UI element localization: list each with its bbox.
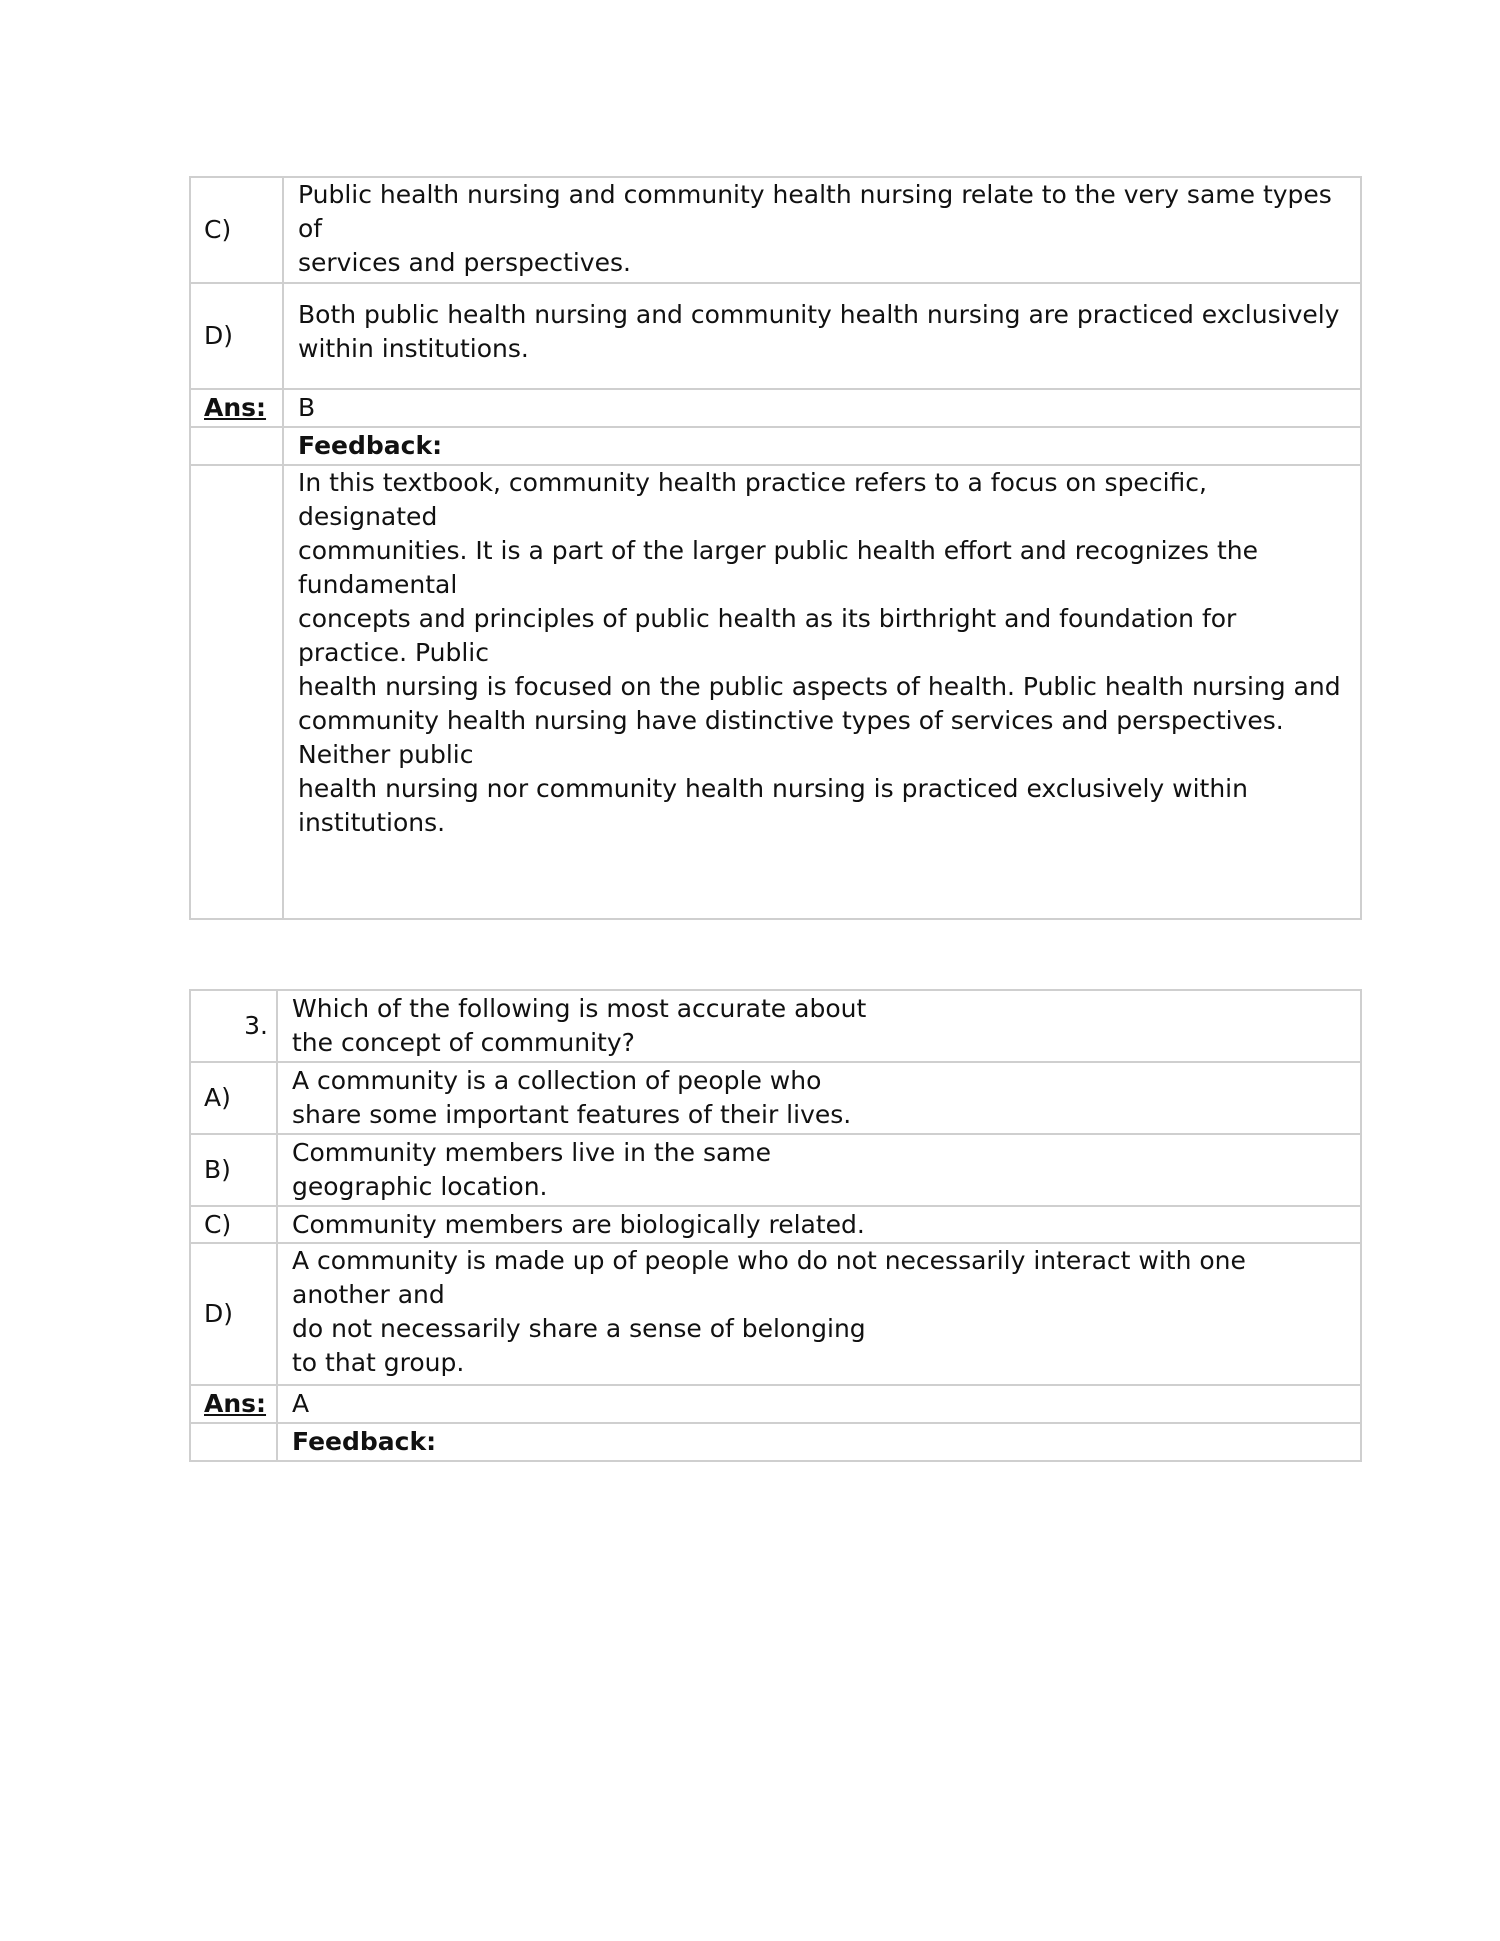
option-row (190, 1134, 1361, 1206)
feedback-label-row (190, 427, 1361, 465)
option-row (190, 1243, 1361, 1385)
option-text: A community is a collection of people who share some important features of their lives. (277, 1062, 1361, 1134)
question-stem-row (190, 990, 1361, 1062)
option-row (190, 283, 1361, 389)
option-row (190, 1062, 1361, 1134)
feedback-label-row (190, 1423, 1361, 1461)
answer-value: B (283, 389, 1361, 427)
answer-value: A (277, 1385, 1361, 1423)
empty-cell (190, 427, 283, 465)
option-row (190, 1206, 1361, 1243)
question-number: 3. (190, 990, 277, 1062)
option-letter: A) (190, 1062, 277, 1134)
feedback-text: In this textbook, community health practice refers to a focus on specific, designated communities. It is a part of the larger public health effort and recognizes the fundamental concepts and principles of public health as its birthright and foundation for practice. Public health nursing is focused on the public aspects of health. Public health nursing and community health nursing have distinctive types of services and perspectives. Neither public health nursing nor community health nursing is practiced exclusively within institutions. (283, 465, 1361, 919)
answer-label: Ans: (190, 389, 283, 427)
empty-cell (190, 1423, 277, 1461)
option-letter: D) (190, 1243, 277, 1385)
option-text: A community is made up of people who do not necessarily interact with one another and do not necessarily share a sense of belonging to that group. (277, 1243, 1361, 1385)
option-text: Public health nursing and community health nursing relate to the very same types of services and perspectives. (283, 177, 1361, 283)
feedback-row (190, 465, 1361, 919)
question-stem: Which of the following is most accurate about the concept of community? (277, 990, 1361, 1062)
option-letter: D) (190, 283, 283, 389)
option-letter: C) (190, 1206, 277, 1243)
answer-label: Ans: (190, 1385, 277, 1423)
question-3-table (189, 989, 1362, 1462)
option-text: Community members live in the same geographic location. (277, 1134, 1361, 1206)
answer-row (190, 1385, 1361, 1423)
feedback-label: Feedback: (277, 1423, 1361, 1461)
option-text: Both public health nursing and community health nursing are practiced exclusively within institutions. (283, 283, 1361, 389)
option-text: Community members are biologically related. (277, 1206, 1361, 1243)
question-2-table (189, 176, 1362, 920)
option-letter: B) (190, 1134, 277, 1206)
option-letter: C) (190, 177, 283, 283)
answer-row (190, 389, 1361, 427)
option-row (190, 177, 1361, 283)
empty-cell (190, 465, 283, 919)
feedback-label: Feedback: (283, 427, 1361, 465)
